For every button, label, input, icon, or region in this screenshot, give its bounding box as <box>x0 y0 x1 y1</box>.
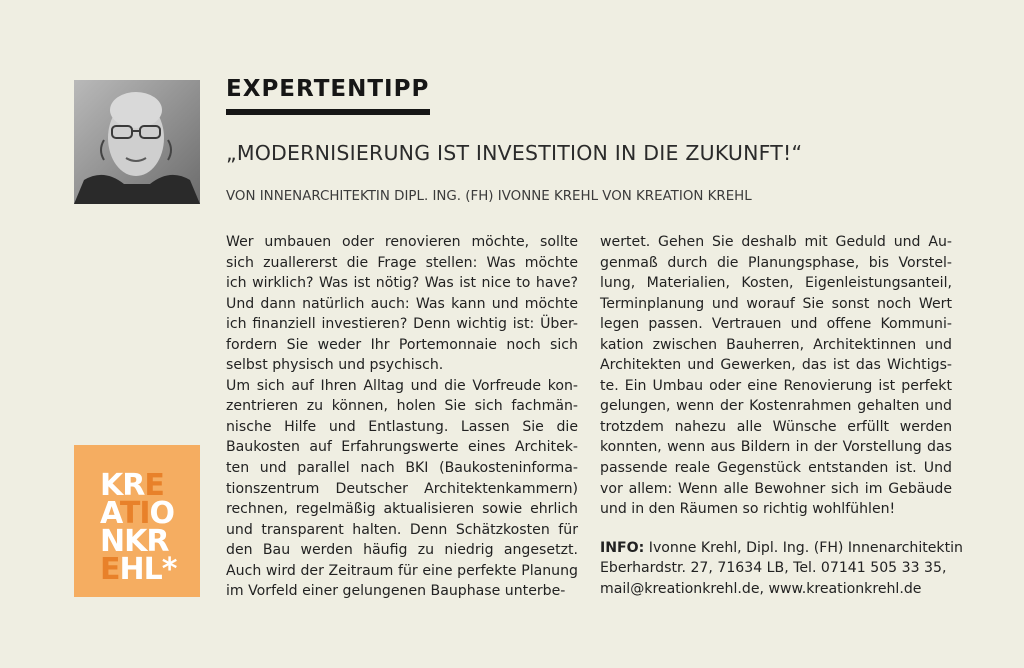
body-line: sich zuallererst die Frage stellen: Was möchte <box>226 254 578 271</box>
info-name: Ivonne Krehl, Dipl. Ing. (FH) Innenarchitektin <box>648 539 963 556</box>
body-line: ich finanziell investieren? Denn wichtig ist: Über- <box>226 316 578 333</box>
body-line: Wer umbauen oder renovieren möchte, sollte <box>226 234 578 250</box>
body-line: Baukosten auf Erfahrungswerte eines Architek- <box>226 439 578 456</box>
body-line: fordern Sie weder Ihr Portemonnaie noch sich <box>226 336 578 353</box>
info-line-3: mail@kreationkrehl.de, www.kreationkrehl.de <box>600 580 922 597</box>
section-heading: EXPERTENTIPP <box>226 76 430 102</box>
body-line: ten und parallel nach BKI (Baukosteninforma- <box>226 460 578 477</box>
body-line: tionszentrum Deutscher Architektenkammern) <box>226 480 578 497</box>
body-line: zentrieren zu können, holen Sie sich fachmän- <box>226 398 578 415</box>
logo-wordmark <box>74 445 200 597</box>
kreation-krehl-logo <box>74 445 200 597</box>
body-line: Um sich auf Ihren Alltag und die Vorfreude kon- <box>226 377 578 394</box>
portrait-photo <box>74 80 200 204</box>
body-line: Auch wird der Zeitraum für eine perfekte Planung <box>226 562 578 579</box>
info-block <box>600 538 963 600</box>
body-line: genmaß durch die Planungsphase, bis Vorstel- <box>600 254 952 271</box>
body-line: und transparent halten. Denn Schätzkosten für <box>226 521 578 538</box>
body-line: den Bau werden häufig zu niedrig angesetzt. <box>226 542 578 559</box>
body-line: trotzdem nahezu alle Wünsche erfüllt werden <box>600 418 952 435</box>
body-line: ich wirklich? Was ist nötig? Was ist nice to have? <box>226 275 578 292</box>
body-line: konnten, wenn aus Bildern in der Vorstellung das <box>600 439 952 456</box>
body-line: nische Hilfe und Entlastung. Lassen Sie die <box>226 418 578 435</box>
svg-text:EHL*: EHL* <box>100 552 177 587</box>
svg-text:KRE: KRE <box>100 468 164 503</box>
body-line: lung, Materialien, Kosten, Eigenleistungsanteil, <box>600 275 952 292</box>
body-line: selbst physisch und psychisch. <box>226 357 444 374</box>
body-line: wertet. Gehen Sie deshalb mit Geduld und Au- <box>600 234 952 250</box>
author-byline: VON INNENARCHITEKTIN DIPL. ING. (FH) IVONNE KREHL VON KREATION KREHL <box>226 189 752 204</box>
body-line: te. Ein Umbau oder eine Renovierung ist perfekt <box>600 377 952 394</box>
body-line: und in den Räumen so richtig wohlfühlen! <box>600 501 896 518</box>
body-line: gelungen, wenn der Kostenrahmen gehalten und <box>600 398 952 415</box>
body-column-left <box>226 232 578 602</box>
body-line: Und dann natürlich auch: Was kann und möchte <box>226 295 578 312</box>
body-column-right <box>600 232 963 599</box>
body-line: legen passen. Vertrauen und offene Kommuni- <box>600 316 952 333</box>
info-line-1 <box>600 538 963 559</box>
body-line: im Vorfeld einer gelungenen Bauphase unterbe- <box>226 583 566 600</box>
heading-underline <box>226 109 430 115</box>
body-line: Terminplanung und worauf Sie sonst noch Wert <box>600 295 952 312</box>
svg-text:ATIO: ATIO <box>100 496 175 531</box>
author-portrait <box>74 80 200 204</box>
svg-text:NKR: NKR <box>100 524 169 559</box>
info-line-2: Eberhardstr. 27, 71634 LB, Tel. 07141 505 33 35, <box>600 560 947 577</box>
body-line: Architekten und Gewerken, das ist das Wichtigs- <box>600 357 952 374</box>
body-line: kation zwischen Bauherren, Architektinnen und <box>600 336 952 353</box>
body-line: rechnen, regelmäßig aktualisieren sowie ehrlich <box>226 501 578 518</box>
article-title-quote: „MODERNISIERUNG IST INVESTITION IN DIE ZUKUNFT!“ <box>226 141 803 165</box>
body-line: vor allem: Wenn alle Bewohner sich im Gebäude <box>600 480 952 497</box>
body-text-right <box>600 232 952 520</box>
info-label: INFO: <box>600 539 645 556</box>
body-line: passende reale Gegenstück entstanden ist. Und <box>600 460 952 477</box>
